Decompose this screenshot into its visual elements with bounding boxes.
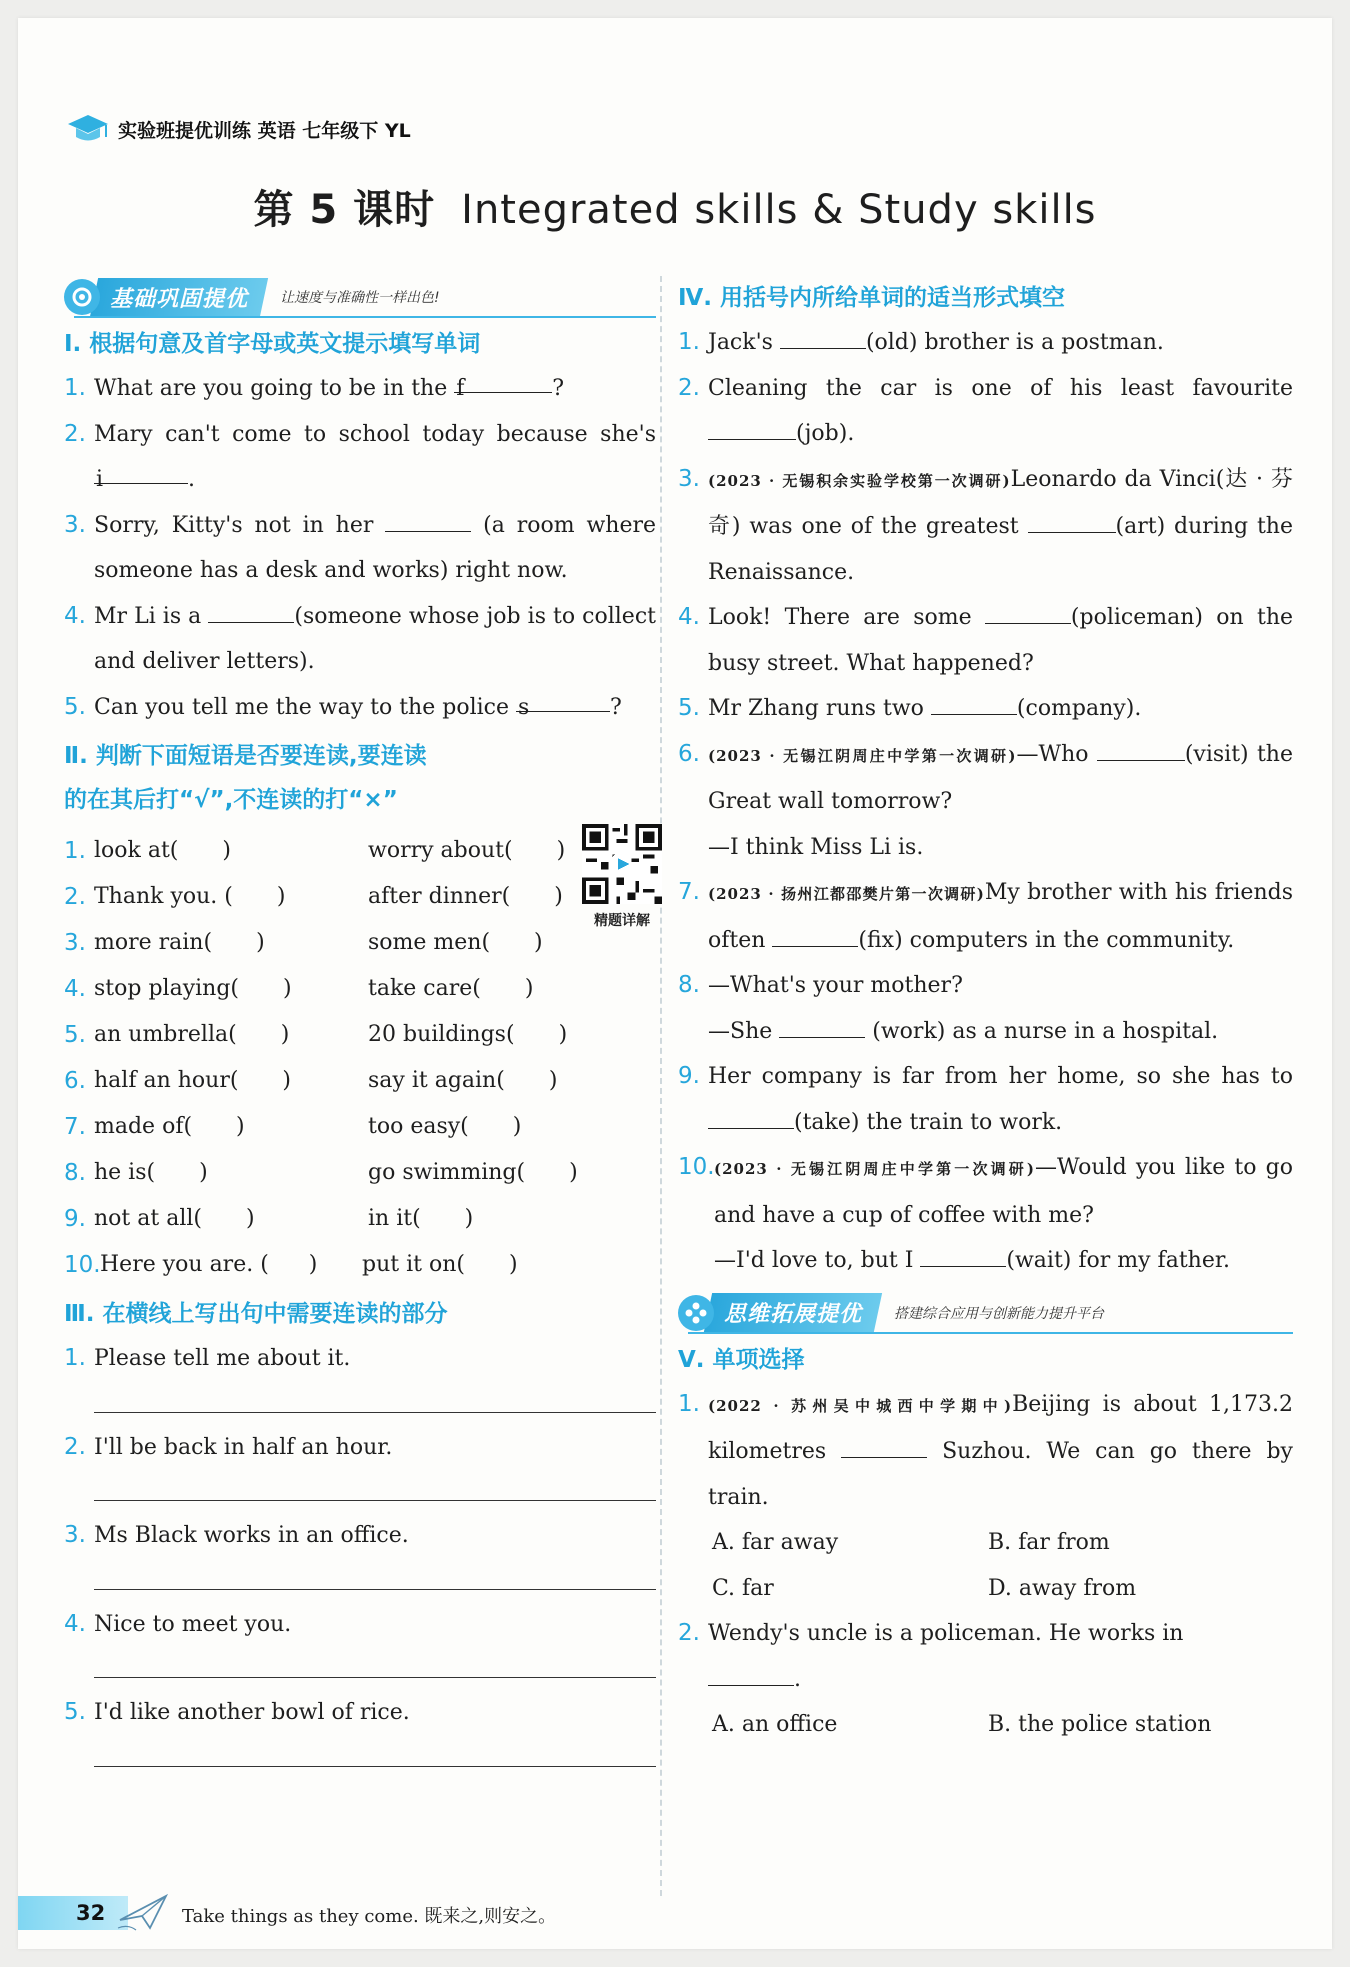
phrase-row: 2. Thank you. ( ) after dinner( ) [64,884,563,910]
answer-blank[interactable]: i [94,457,188,484]
question: 4. Nice to meet you. [64,1610,292,1637]
section-2-title: Ⅱ. 判断下面短语是否要连读,要连读 的在其后打“√”,不连读的打“×” [64,743,427,813]
option[interactable]: D. away from [988,1575,1137,1601]
phrase-row: 7. made of( ) too easy( ) [64,1114,522,1140]
answer-blank[interactable] [841,1431,927,1458]
question: 1. Please tell me about it. [64,1345,351,1371]
options [678,1566,1293,1612]
question: 3. (2023 · 无锡积余实验学校第一次调研)Leonardo da Vinci(达 · 芬奇) was one of the greatest (art) during the Renaissance. [678,465,1293,585]
answer-line[interactable] [94,1736,656,1767]
answer-blank[interactable] [931,688,1017,715]
answer-blank[interactable] [708,1659,794,1686]
question: 2. I'll be back in half an hour. [64,1433,393,1460]
answer-blank[interactable]: f [454,366,552,393]
qr-caption: 精题详解 [594,913,650,929]
question: 5. Mr Zhang runs two (company). [678,686,1293,732]
page-footer [18,1890,1332,1938]
question: 3. Sorry, Kitty's not in her (a room where someone has a desk and works) right now. [64,503,656,594]
lesson-title [18,178,1332,235]
option[interactable]: B. far from [988,1530,1110,1555]
answer-blank[interactable] [708,1102,794,1129]
answer-blank[interactable] [208,596,294,623]
option[interactable]: A. far away [712,1530,839,1555]
phrase-row: 6. half an hour( ) say it again( ) [64,1068,558,1094]
question: 4. Look! There are some (policeman) on the busy street. What happened? [678,595,1293,686]
question: 5. I'd like another bowl of rice. [64,1699,410,1725]
options [678,1702,1293,1748]
flower-icon [678,1295,714,1331]
answer-blank[interactable] [779,1011,865,1038]
banner-basic [64,276,656,318]
option[interactable]: A. an office [712,1712,838,1737]
lesson-number: 第 5 课时 [253,187,436,233]
phrase-row: 1. look at( ) worry about( ) [64,838,566,864]
options [678,1520,1293,1566]
phrase-row: 5. an umbrella( ) 20 buildings( ) [64,1022,568,1048]
banner-extend [678,1292,1293,1334]
answer-blank[interactable] [708,413,796,440]
workbook-page [18,18,1332,1949]
answer-blank[interactable] [780,322,866,349]
question: 2. Wendy's uncle is a policeman. He works in . [678,1620,1184,1692]
gear-icon [64,279,100,315]
banner-basic-label: 基础巩固提优 [90,278,268,317]
answer-blank[interactable] [1028,506,1116,533]
answer-line[interactable] [94,1647,656,1678]
answer-blank[interactable] [772,920,858,947]
page-number: 32 [18,1896,128,1930]
footer-motto: Take things as they come. 既来之,则安之。 [182,1906,557,1927]
phrase-row: 9. not at all( ) in it( ) [64,1206,474,1232]
answer-blank[interactable]: s [516,685,610,712]
question: 1. What are you going to be in the f ? [64,366,656,412]
option[interactable]: B. the police station [988,1712,1212,1737]
left-column [64,276,656,1779]
right-column [678,276,1293,1748]
graduation-cap-icon [66,111,110,147]
question: 5. Can you tell me the way to the police s ? [64,685,656,731]
answer-blank[interactable] [985,597,1071,624]
book-title: 实验班提优训练 英语 七年级下 YL [118,119,411,142]
question: 2. Mary can't come to school today because she's i . [64,420,656,492]
section-3-title: Ⅲ. 在横线上写出句中需要连读的部分 [64,1301,448,1327]
paper-plane-icon [114,1890,172,1934]
question: 1. (2022 · 苏州吴中城西中学期中)Beijing is about 1,173.2 kilometres Suzhou. We can go there by train. [678,1390,1293,1510]
answer-blank[interactable] [920,1240,1006,1267]
phrase-list [64,828,656,1288]
answer-line[interactable] [94,1470,656,1501]
section-4-title: Ⅳ. 用括号内所给单词的适当形式填空 [678,285,1066,311]
question: 4. Mr Li is a (someone whose job is to collect and deliver letters). [64,594,656,685]
answer-blank[interactable] [385,505,471,532]
question: 9. Her company is far from her home, so she has to (take) the train to work. [678,1063,1293,1135]
question: 8. —What's your mother? —She (work) as a nurse in a hospital. [678,972,1219,1044]
answer-line[interactable] [94,1382,656,1413]
question: 10. (2023 · 无锡江阴周庄中学第一次调研)—Would you like to go and have a cup of coffee with me? —I'd love to, but I (wait) for my father. [678,1154,1293,1273]
answer-blank[interactable] [1097,734,1185,761]
option[interactable]: C. far [712,1575,774,1601]
banner-extend-sub: 搭建综合应用与创新能力提升平台 [894,1305,1105,1322]
lesson-name: Integrated skills & Study skills [461,187,1097,233]
phrase-row: 3. more rain( ) some men( ) [64,930,543,956]
phrase-row: 4. stop playing( ) take care( ) [64,976,534,1002]
banner-basic-sub: 让速度与准确性一样出色! [280,290,440,306]
answer-line[interactable] [94,1559,656,1590]
question: 6. (2023 · 无锡江阴周庄中学第一次调研)—Who (visit) the Great wall tomorrow? —I think Miss Li is. [678,732,1293,871]
question: 3. Ms Black works in an office. [64,1522,409,1548]
section-1-title: Ⅰ. 根据句意及首字母或英文提示填写单词 [64,331,481,357]
column-divider [660,276,662,1896]
question: 7. (2023 · 扬州江都邵樊片第一次调研)My brother with his friends often (fix) computers in the community. [678,879,1293,953]
phrase-row: 8. he is( ) go swimming( ) [64,1160,578,1186]
question: 2. Cleaning the car is one of his least favourite (job). [678,374,1293,446]
phrase-row: 10. Here you are. ( ) put it on( ) [64,1252,518,1278]
banner-extend-label: 思维拓展提优 [704,1293,882,1332]
book-header [66,110,411,148]
section-5-title: Ⅴ. 单项选择 [678,1346,805,1373]
question: 1. Jack's (old) brother is a postman. [678,320,1293,366]
